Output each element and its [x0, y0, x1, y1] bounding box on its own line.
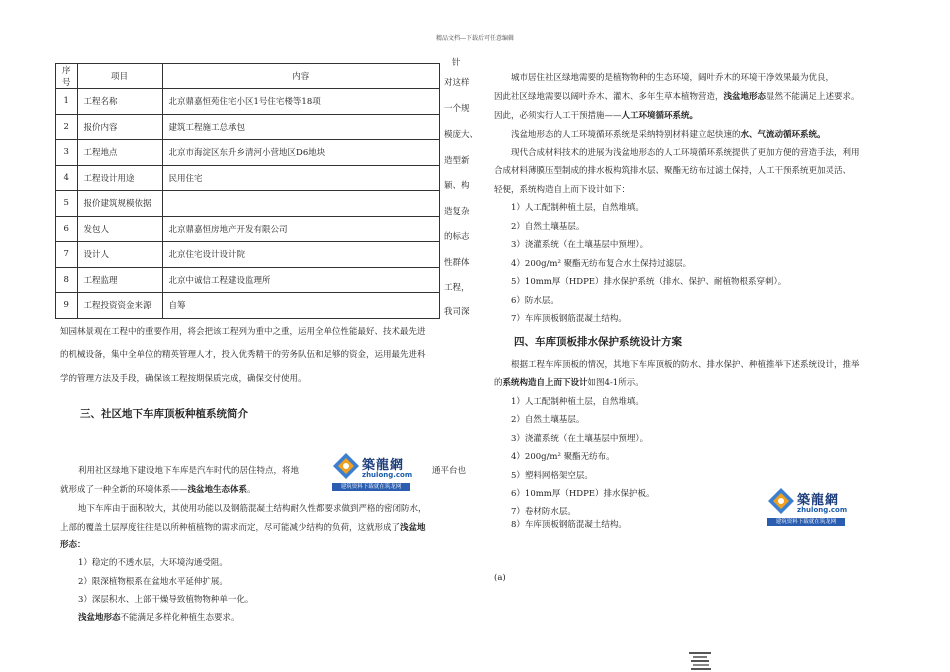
table-row — [56, 293, 440, 319]
side-fragment: 造型新 — [444, 156, 470, 166]
paragraph-line — [78, 609, 240, 627]
side-fragment: 针 — [452, 58, 461, 68]
table-row — [56, 89, 440, 115]
paragraph-line: 学的管理方法及手段，确保该工程按期保质完成，确保交付使用。 — [60, 374, 307, 384]
figure-fragment — [683, 646, 723, 672]
table-cell — [162, 191, 439, 217]
paragraph-line: 合成材料薄膜压型制成的排水板构筑排水层、聚酯无纺布过滤土保持，人工干预系统更加灵活、 — [494, 166, 852, 176]
table-header: 内容 — [162, 64, 439, 89]
list-item: 2）限深植物根系在盆地水平延伸扩展。 — [78, 577, 228, 587]
paragraph-line: 城市居住社区绿地需要的是植物物种的生态环境，阔叶乔木的环境干净效果最为优良， — [511, 73, 835, 83]
text-run: 不能满足多样化种植生态要求。 — [120, 613, 240, 623]
side-fragment: 对这样 — [444, 78, 470, 88]
table-cell: 9 — [56, 293, 78, 319]
side-fragment: 的标志 — [444, 232, 470, 242]
table-cell: 建筑工程施工总承包 — [162, 114, 439, 140]
text-run: 就形成了一种全新的环境体系—— — [60, 485, 188, 495]
table-cell: 工程投资资金来源 — [77, 293, 162, 319]
paragraph-line: 的机械设备，集中全单位的精英管理人才，投入优秀精干的劳务队伍和足够的资金，运用最先进科 — [60, 350, 426, 360]
table-header-row — [56, 64, 440, 89]
bold-term: 人工环境循环系统。 — [621, 111, 699, 121]
list-item: 3）浇灌系统（在土壤基层中预埋）。 — [511, 240, 649, 250]
table-cell: 北京鼎嘉恒苑住宅小区1号住宅楼等18项 — [162, 89, 439, 115]
table-cell: 工程地点 — [77, 140, 162, 166]
table-cell: 报价内容 — [77, 114, 162, 140]
table-cell: 北京鼎嘉恒房地产开发有限公司 — [162, 216, 439, 242]
bold-term: 浅盆地 — [400, 523, 426, 533]
zhulong-logo-icon — [767, 487, 795, 517]
list-item: 1）人工配制种植土层，自然堆填。 — [511, 397, 644, 407]
paragraph-line — [511, 126, 826, 144]
bold-term: 浅盆地生态体系 — [187, 485, 248, 495]
list-item: 8）车库顶板钢筋混凝土结构。 — [511, 520, 627, 530]
section-heading: 三、社区地下车库顶板种植系统简介 — [80, 408, 248, 420]
table-cell: 自筹 — [162, 293, 439, 319]
table-cell: 8 — [56, 267, 78, 293]
text-run: 的 — [494, 378, 503, 388]
paragraph-line — [494, 374, 644, 392]
list-item: 2）自然土壤基层。 — [511, 222, 585, 232]
table-cell: 设计人 — [77, 242, 162, 268]
bold-term: 系统构造自上而下设计 — [502, 378, 588, 388]
side-fragment: 一个规 — [444, 104, 470, 114]
zhulong-logo — [765, 487, 847, 527]
table-row — [56, 242, 440, 268]
paragraph-line — [60, 519, 426, 537]
table-row — [56, 191, 440, 217]
list-item: 1）人工配制种植土层，自然堆填。 — [511, 203, 644, 213]
page-header: 精品文档---下载后可任意编辑 — [435, 35, 515, 42]
bold-term: 形态： — [60, 540, 86, 550]
paragraph-line: 根据工程车库顶板的情况，其地下车库顶板的防水、排水保护、种植推举下述系统设计，推举 — [511, 360, 860, 370]
list-item: 5）10mm厚（HDPE）排水保护系统（排水、保护、耐植物根系穿刺）。 — [511, 277, 787, 287]
text-run: 。 — [247, 485, 256, 495]
table-row — [56, 267, 440, 293]
paragraph-line — [60, 536, 86, 554]
side-fragment: 工程， — [444, 283, 470, 293]
list-item: 7）卷材防水层。 — [511, 507, 576, 517]
side-fragment: 颖、构 — [444, 181, 470, 191]
text-run: 因此社区绿地需要以阔叶乔木、灌木、多年生草本植物营造， — [494, 92, 724, 102]
side-fragment: 我司深 — [444, 307, 470, 317]
side-fragment: 性群体 — [444, 258, 470, 268]
paragraph-line: 知园林景观在工程中的重要作用，将会把该工程列为重中之重，运用全单位性能最好、技术最先进 — [60, 327, 426, 337]
table-cell: 北京市海淀区东升乡清河小营地区D6地块 — [162, 140, 439, 166]
logo-domain: zhulong.com — [797, 506, 848, 514]
table-cell: 5 — [56, 191, 78, 217]
paragraph-line — [494, 88, 860, 106]
table-cell: 工程名称 — [77, 89, 162, 115]
paragraph-line: 通平台也 — [432, 466, 467, 476]
text-run: 因此，必须实行人工干预措施—— — [494, 111, 622, 121]
table-row — [56, 140, 440, 166]
table-cell: 北京中诚信工程建设监理所 — [162, 267, 439, 293]
table-cell: 1 — [56, 89, 78, 115]
list-item: 6）10mm厚（HDPE）排水保护板。 — [511, 489, 655, 499]
logo-slogan: 建筑资料下载就在筑龙网 — [332, 483, 410, 491]
list-item: 6）防水层。 — [511, 296, 559, 306]
paragraph-line — [60, 481, 256, 499]
text-run: 上部的覆盖土层厚度往往是以所种植植物的需求而定，尽可能减少结构的负荷，这就形成了 — [60, 523, 401, 533]
text-run: 显然不能满足上述要求。 — [766, 92, 860, 102]
side-fragment: 造复杂 — [444, 207, 470, 217]
table-cell: 发包人 — [77, 216, 162, 242]
table-cell: 工程监理 — [77, 267, 162, 293]
side-fragment: 模庞大、 — [444, 130, 479, 140]
logo-name: 築龍網 — [797, 493, 840, 508]
table-cell: 4 — [56, 165, 78, 191]
table-row — [56, 165, 440, 191]
table-cell: 2 — [56, 114, 78, 140]
table-cell: 6 — [56, 216, 78, 242]
bold-term: 浅盆地形态 — [723, 92, 767, 102]
list-item: 7）车库顶板钢筋混凝土结构。 — [511, 314, 627, 324]
table-header: 项目 — [77, 64, 162, 89]
logo-slogan: 建筑资料下载就在筑龙网 — [767, 518, 845, 526]
paragraph-line — [494, 107, 698, 125]
table-header: 序号 — [56, 64, 78, 89]
text-run: 浅盆地形态的人工环境循环系统是采纳特别材料建立起快速的 — [511, 130, 741, 140]
list-item: 3）浇灌系统（在土壤基层中预埋）。 — [511, 434, 649, 444]
section-heading: 四、车库顶板排水保护系统设计方案 — [514, 336, 682, 348]
text-run: 如图4-1所示。 — [587, 378, 644, 388]
paragraph-line: 轻便，系统构造自上而下设计如下： — [494, 185, 631, 195]
list-item: 2）自然土壤基层。 — [511, 415, 585, 425]
table-cell: 北京住宅设计设计院 — [162, 242, 439, 268]
bold-term: 浅盆地形态 — [78, 613, 121, 623]
zhulong-logo-icon — [332, 452, 360, 482]
paragraph-line: 地下车库由于面积较大，其使用功能以及钢筋混凝土结构耐久性都要求做到严格的密闭防水， — [78, 504, 427, 514]
list-item: 1）稳定的不透水层，大环境沟通受阻。 — [78, 558, 228, 568]
zhulong-logo — [330, 452, 412, 492]
list-item: 3）深层积水、上部干燥导致植物物种单一化。 — [78, 595, 254, 605]
table-cell: 工程设计用途 — [77, 165, 162, 191]
project-info-table — [55, 63, 440, 319]
table-cell: 7 — [56, 242, 78, 268]
paragraph-line: 利用社区绿地下建设地下车库是汽车时代的居住特点，将地 — [78, 466, 300, 476]
logo-name: 築龍網 — [362, 458, 405, 473]
list-item: 4）200g/m² 聚酯无纺布复合水土保持过滤层。 — [511, 259, 692, 269]
table-row — [56, 216, 440, 242]
list-item: 5）塑料网格架空层。 — [511, 471, 593, 481]
list-item: 4）200g/m² 聚酯无纺布。 — [511, 452, 615, 462]
table-cell: 报价建筑规模依据 — [77, 191, 162, 217]
figure-caption: (a) — [494, 573, 506, 583]
paragraph-line: 现代合成材料技术的进展为浅盆地形态的人工环境循环系统提供了更加方便的营造手法，利用 — [511, 148, 860, 158]
logo-domain: zhulong.com — [362, 471, 413, 479]
table-cell: 民用住宅 — [162, 165, 439, 191]
bold-term: 水、气流动循环系统。 — [740, 130, 826, 140]
table-row — [56, 114, 440, 140]
table-cell: 3 — [56, 140, 78, 166]
